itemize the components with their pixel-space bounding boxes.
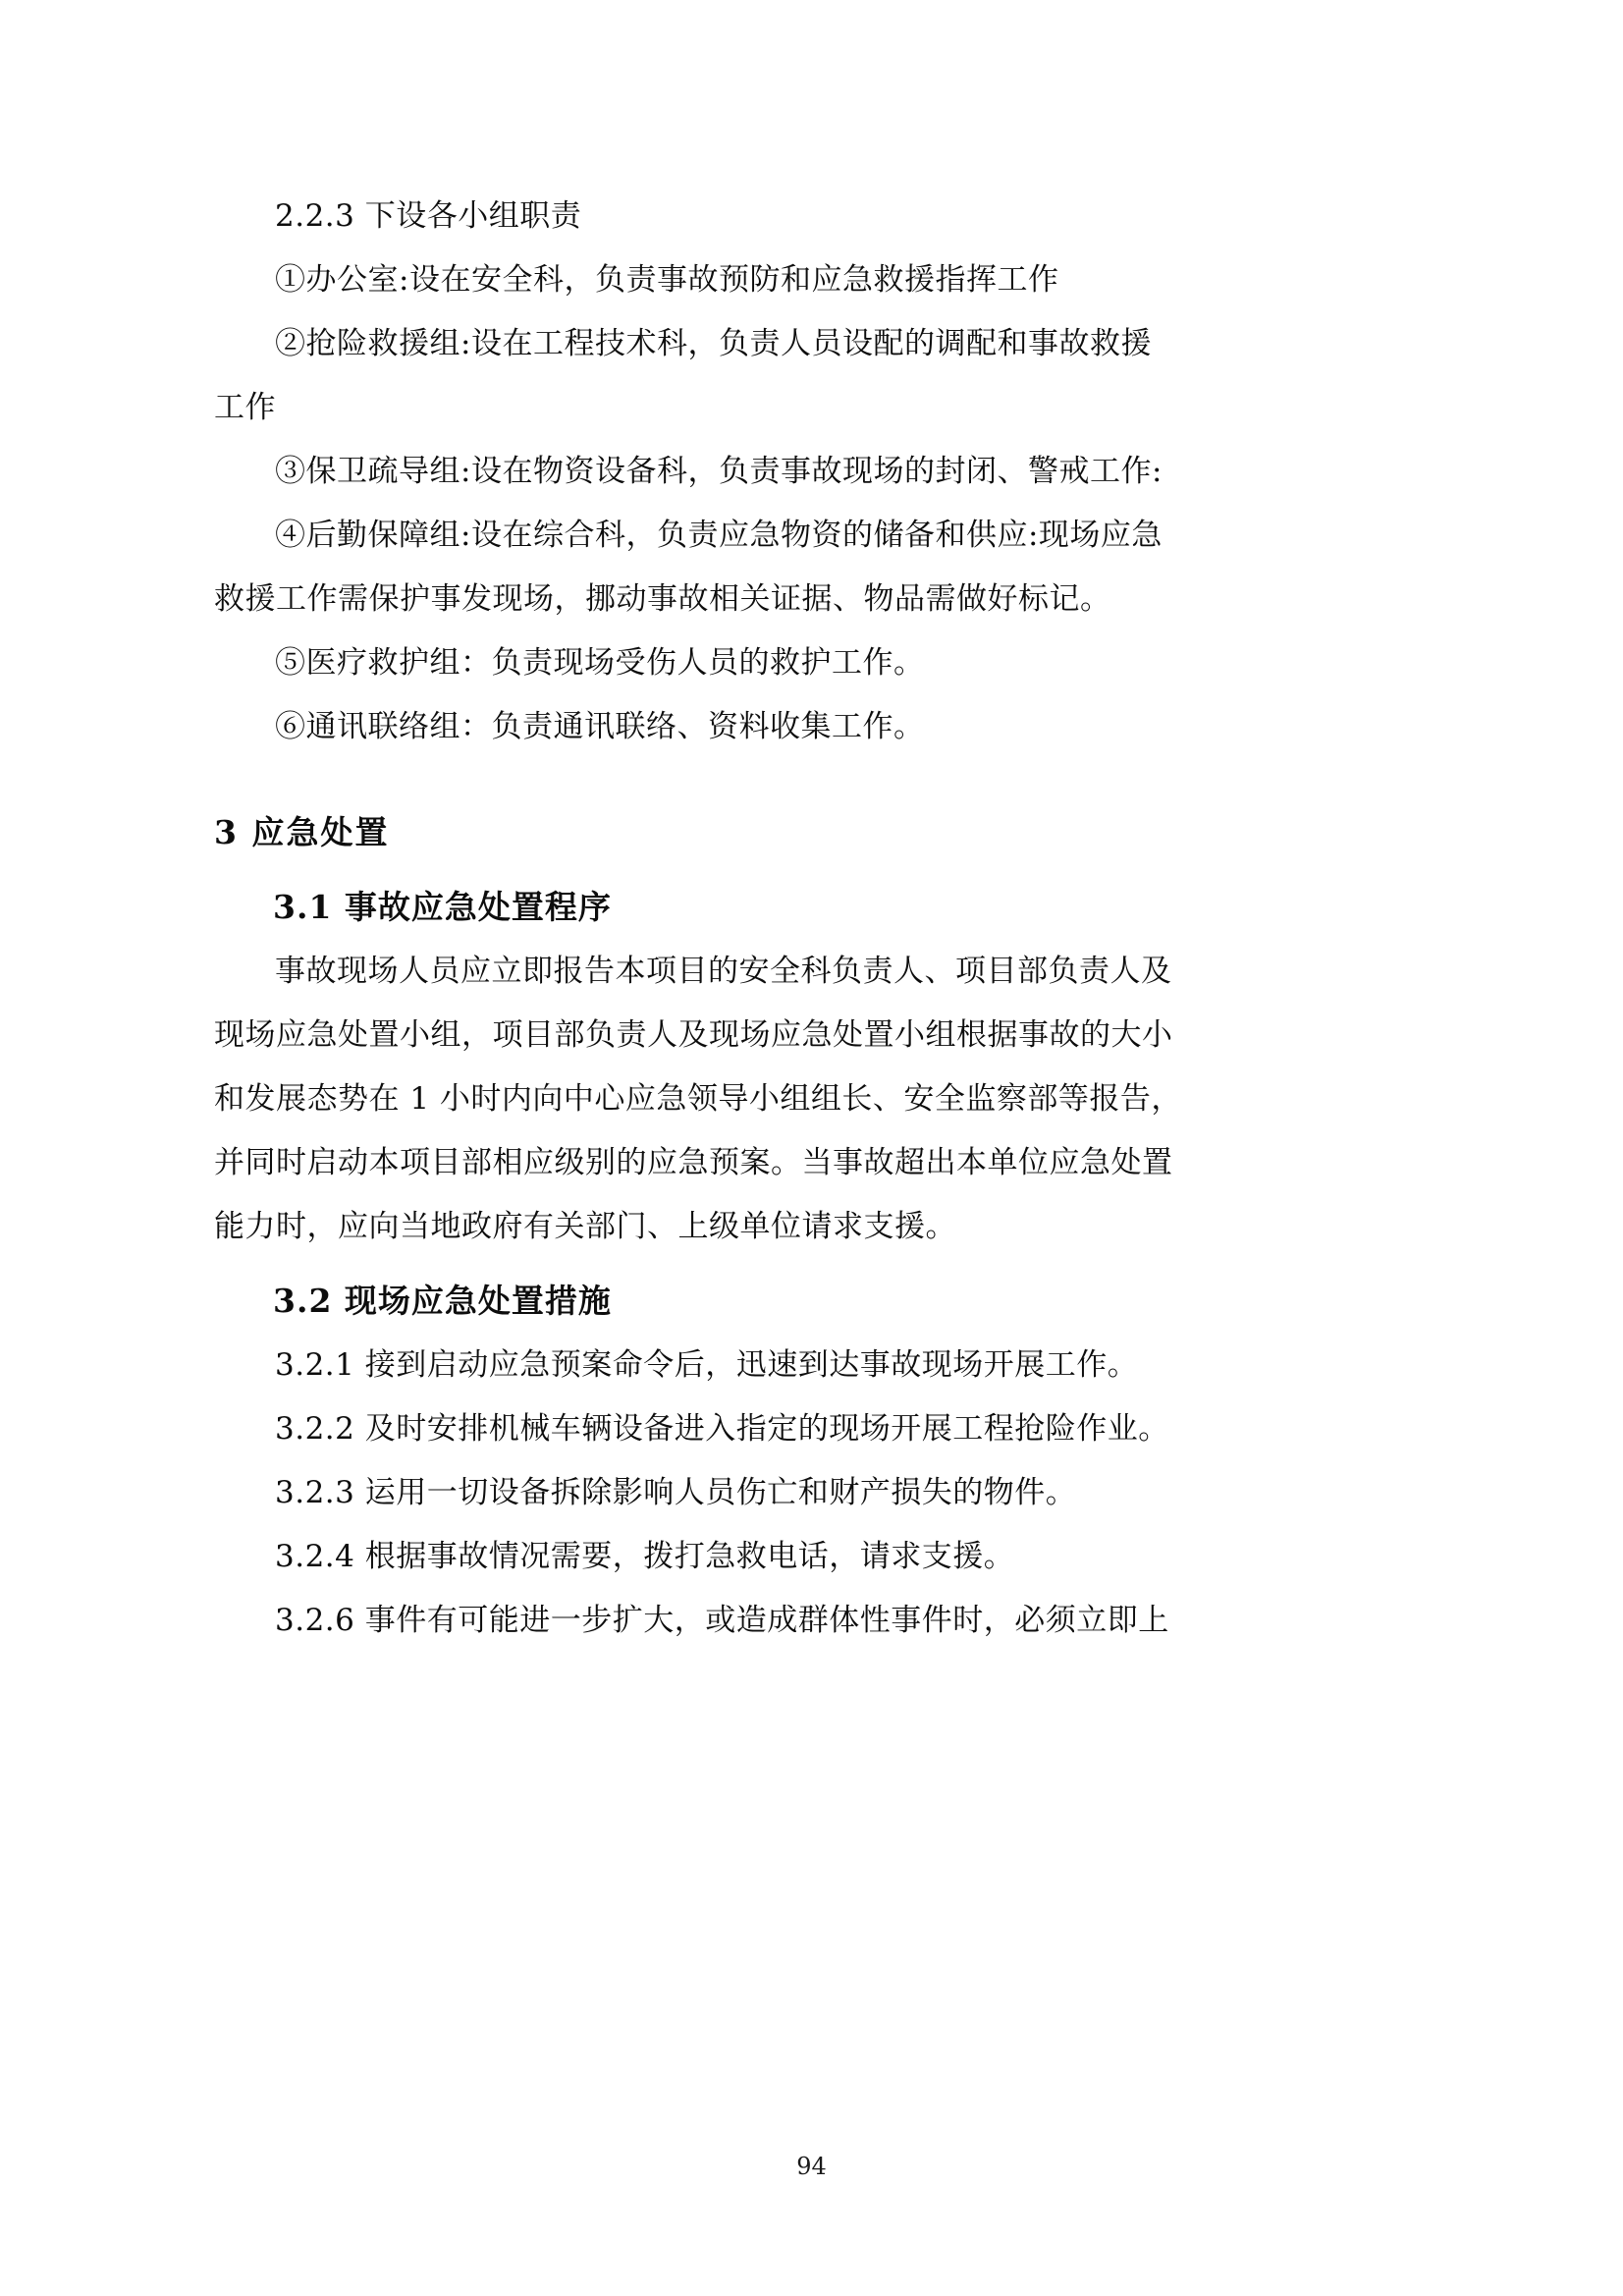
list-item-logistics-group-cont: 救援工作需保护事发现场，挪动事故相关证据、物品需做好标记。: [214, 581, 1111, 617]
paragraph-31-line5: 能力时，应向当地政府有关部门、上级单位请求支援。: [214, 1209, 956, 1244]
list-item-medical-group: ⑤医疗救护组：负责现场受伤人员的救护工作。: [275, 645, 925, 681]
paragraph-31-line2: 现场应急处置小组，项目部负责人及现场应急处置小组根据事故的大小: [214, 1017, 1173, 1053]
list-item-security-group: ③保卫疏导组:设在物资设备科，负责事故现场的封闭、警戒工作:: [275, 454, 1163, 489]
heading-32-onsite-measures: 3.2 现场应急处置措施: [273, 1282, 612, 1320]
item-324: 3.2.4 根据事故情况需要，拨打急救电话，请求支援。: [275, 1539, 1015, 1574]
item-323: 3.2.3 运用一切设备拆除影响人员伤亡和财产损失的物件。: [275, 1475, 1077, 1510]
section-heading-223: 2.2.3 下设各小组职责: [275, 198, 582, 234]
item-322: 3.2.2 及时安排机械车辆设备进入指定的现场开展工程抢险作业。: [275, 1411, 1169, 1447]
list-item-rescue-group: ②抢险救援组:设在工程技术科，负责人员设配的调配和事故救援: [275, 326, 1152, 361]
page-number: 94: [796, 2153, 827, 2180]
list-item-rescue-group-cont: 工作: [214, 390, 276, 425]
item-326: 3.2.6 事件有可能进一步扩大，或造成群体性事件时，必须立即上: [275, 1603, 1169, 1638]
list-item-communication-group: ⑥通讯联络组：负责通讯联络、资料收集工作。: [275, 709, 925, 744]
heading-31-response-procedure: 3.1 事故应急处置程序: [273, 888, 612, 926]
document-body: [214, 185, 1412, 1653]
item-321: 3.2.1 接到启动应急预案命令后，迅速到达事故现场开展工作。: [275, 1347, 1139, 1383]
heading-3-emergency-response: 3 应急处置: [214, 813, 390, 851]
list-item-logistics-group: ④后勤保障组:设在综合科，负责应急物资的储备和供应:现场应急: [275, 518, 1163, 553]
paragraph-31-line3: 和发展态势在 1 小时内向中心应急领导小组组长、安全监察部等报告，: [214, 1081, 1182, 1117]
paragraph-31-line4: 并同时启动本项目部相应级别的应急预案。当事故超出本单位应急处置: [214, 1145, 1173, 1180]
list-item-office: ①办公室:设在安全科，负责事故预防和应急救援指挥工作: [275, 262, 1059, 298]
paragraph-31-line1: 事故现场人员应立即报告本项目的安全科负责人、项目部负责人及: [275, 954, 1172, 989]
